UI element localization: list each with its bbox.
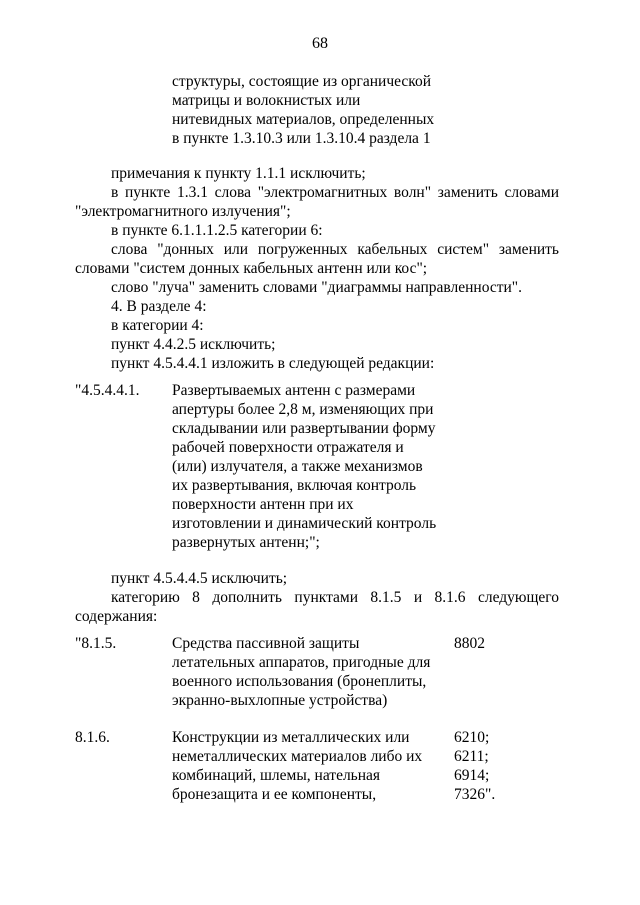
amendment-line: "электромагнитного излучения"; (75, 203, 291, 220)
amendment-line: пункт 4.5.4.4.1 изложить в следующей редакции: (111, 355, 435, 372)
item-text-line: военного использования (бронеплиты, (172, 673, 427, 690)
item-text-line: бронезащита и ее компоненты, (172, 786, 377, 803)
amendment-line: категорию 8 дополнить пунктами 8.1.5 и 8.1.6 следующего (111, 589, 559, 606)
item-text-line: рабочей поверхности отражателя и (172, 439, 404, 456)
item-text-line: развернутых антенн;"; (172, 534, 320, 551)
item-text-line: летательных аппаратов, пригодные для (172, 654, 431, 671)
item-text-line: комбинаций, шлемы, нательная (172, 767, 381, 784)
tn-ved-code: 6211; (454, 748, 489, 765)
item-text-line: изготовлении и динамический контроль (172, 515, 437, 532)
item-text-line: Средства пассивной защиты (172, 635, 360, 652)
top-block-line: структуры, состоящие из органической (172, 73, 432, 90)
item-text-line: поверхности антенн при их (172, 496, 354, 513)
item-text-line: Развертываемых антенн с размерами (172, 382, 416, 399)
amendment-line: пункт 4.4.2.5 исключить; (111, 336, 276, 353)
amendment-line: слова "донных или погруженных кабельных систем" заменить (111, 241, 559, 258)
tn-ved-code: 8802 (454, 635, 485, 652)
item-text-line: экранно-выхлопные устройства) (172, 692, 388, 709)
top-block-line: матрицы и волокнистых или (172, 92, 361, 109)
top-block-line: нитевидных материалов, определенных (172, 111, 435, 128)
tn-ved-code: 7326". (454, 786, 496, 803)
item-text-line: Конструкции из металлических или (172, 729, 410, 746)
item-text-line: их развертывания, включая контроль (172, 477, 417, 494)
item-code: "4.5.4.4.1. (75, 382, 140, 399)
amendment-line: примечания к пункту 1.1.1 исключить; (111, 165, 366, 182)
amendment-line: словами "систем донных кабельных антенн или кос"; (75, 260, 428, 277)
amendment-line: слово "луча" заменить словами "диаграммы направленности". (111, 279, 523, 296)
top-block-line: в пункте 1.3.10.3 или 1.3.10.4 раздела 1 (172, 130, 431, 147)
amendment-line: в пункте 6.1.1.1.2.5 категории 6: (111, 222, 323, 239)
amendment-line: в категории 4: (111, 317, 204, 334)
page-number: 68 (312, 35, 328, 52)
item-code: 8.1.6. (75, 729, 110, 746)
item-text-line: (или) излучателя, а также механизмов (172, 458, 423, 475)
amendment-line: пункт 4.5.4.4.5 исключить; (111, 570, 288, 587)
item-text-line: неметаллических материалов либо их (172, 748, 423, 765)
item-code: "8.1.5. (75, 635, 117, 652)
amendment-line: в пункте 1.3.1 слова "электромагнитных волн" заменить словами (111, 184, 559, 201)
item-text-line: складывании или развертывании форму (172, 420, 436, 437)
tn-ved-code: 6210; (454, 729, 490, 746)
item-text-line: апертуры более 2,8 м, изменяющих при (172, 401, 434, 418)
amendment-line: содержания: (75, 608, 158, 625)
tn-ved-code: 6914; (454, 767, 490, 784)
amendment-line: 4. В разделе 4: (111, 298, 207, 315)
